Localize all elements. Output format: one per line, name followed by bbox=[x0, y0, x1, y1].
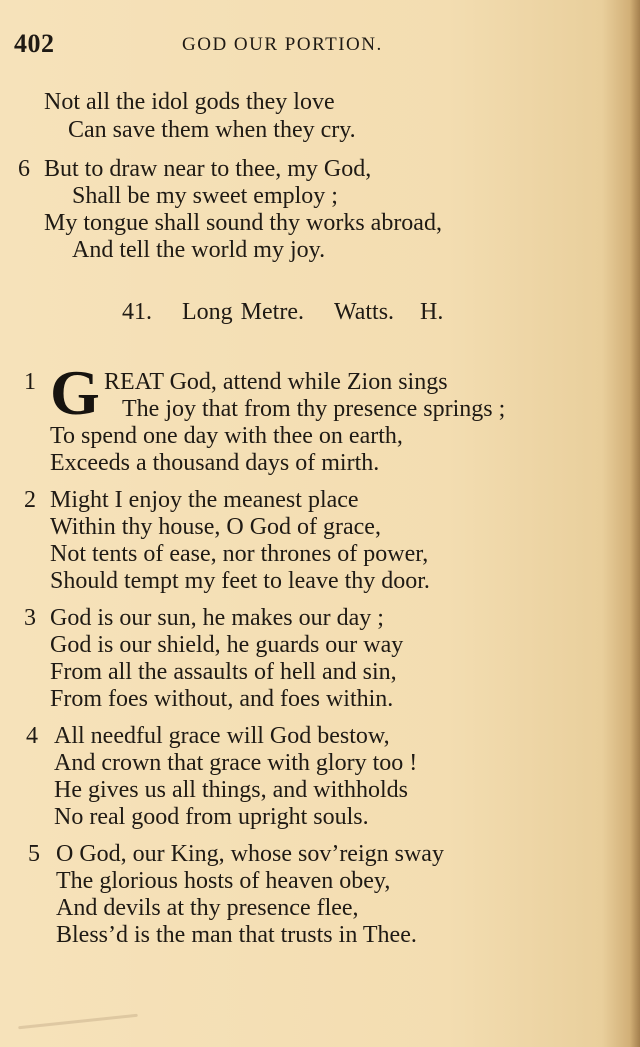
verse-line: Can save them when they cry. bbox=[68, 117, 356, 143]
verse-line: From all the assaults of hell and sin, bbox=[50, 659, 397, 685]
verse-line: All needful grace will God bestow, bbox=[54, 723, 390, 749]
hymn-heading bbox=[122, 298, 443, 326]
verse-line: To spend one day with thee on earth, bbox=[50, 423, 403, 449]
stanza-number: 5 bbox=[28, 841, 40, 867]
verse-line: The joy that from thy presence springs ; bbox=[122, 396, 506, 422]
stanza-number: 4 bbox=[26, 723, 38, 749]
verse-line: Exceeds a thousand days of mirth. bbox=[50, 450, 380, 476]
verse-line: Should tempt my feet to leave thy door. bbox=[50, 568, 430, 594]
drop-cap: G bbox=[50, 357, 100, 428]
verse-line: And tell the world my joy. bbox=[72, 237, 326, 263]
verse-line: My tongue shall sound thy works abroad, bbox=[44, 210, 442, 236]
ink-smudge bbox=[18, 1014, 138, 1030]
verse-line: Not tents of ease, nor thrones of power, bbox=[50, 541, 429, 567]
hymn-marker: H. bbox=[420, 299, 444, 325]
verse-line: And devils at thy presence flee, bbox=[56, 895, 359, 921]
verse-line: But to draw near to thee, my God, bbox=[44, 156, 372, 182]
verse-line: O God, our King, whose sov’reign sway bbox=[56, 841, 444, 867]
hymn-author: Watts. bbox=[333, 299, 395, 325]
stanza-number: 3 bbox=[24, 605, 36, 631]
stanza-number: 1 bbox=[24, 369, 36, 395]
verse-line: And crown that grace with glory too ! bbox=[54, 750, 418, 776]
verse-line: Within thy house, O God of grace, bbox=[50, 514, 381, 540]
stanza-number: 6 bbox=[18, 156, 30, 182]
verse-line: From foes without, and foes within. bbox=[50, 686, 394, 712]
verse-line: Bless’d is the man that trusts in Thee. bbox=[56, 922, 417, 948]
page-edge-shadow bbox=[630, 0, 640, 1047]
verse-line: Not all the idol gods they love bbox=[44, 89, 335, 115]
verse-line: God is our sun, he makes our day ; bbox=[50, 605, 384, 631]
hymn-meter: Long Metre. bbox=[182, 299, 304, 325]
verse-line: No real good from upright souls. bbox=[54, 804, 369, 830]
page-number: 402 bbox=[14, 29, 55, 58]
running-title: GOD OUR PORTION. bbox=[182, 34, 383, 55]
verse-line: God is our shield, he guards our way bbox=[50, 632, 404, 658]
verse-line: REAT God, attend while Zion sings bbox=[104, 369, 448, 395]
verse-line: Might I enjoy the meanest place bbox=[50, 487, 359, 513]
verse-line: The glorious hosts of heaven obey, bbox=[56, 868, 391, 894]
stanza-number: 2 bbox=[24, 487, 36, 513]
verse-line: He gives us all things, and withholds bbox=[54, 777, 408, 803]
hymn-number: 41. bbox=[122, 299, 152, 325]
verse-line: Shall be my sweet employ ; bbox=[72, 183, 338, 209]
